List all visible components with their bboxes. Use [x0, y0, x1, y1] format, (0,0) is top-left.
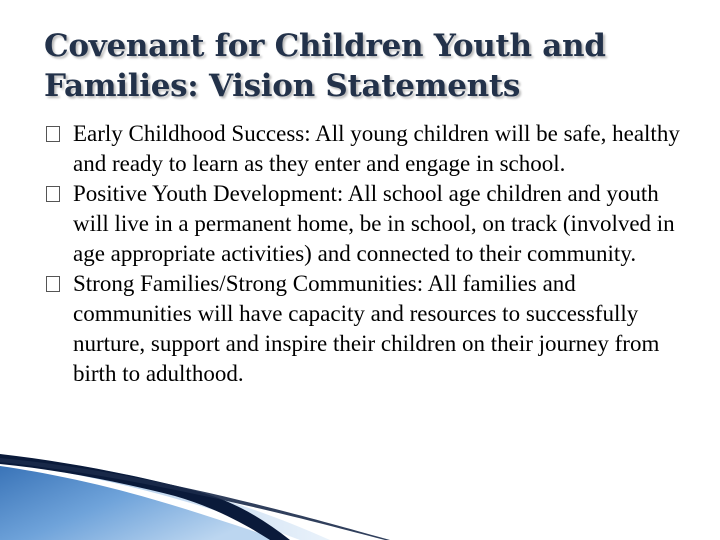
- bullet-text-strong-families: Strong Families/Strong Communities: All families and communities will have capacity and resources to successfully nurture, support and inspire their children on their journey from birth to adulthood.: [73, 271, 660, 386]
- wave-blue-band: [0, 466, 280, 540]
- wave-dark-line: [0, 458, 390, 540]
- slide-title: [44, 26, 704, 106]
- checkbox-outline-icon: [46, 276, 60, 292]
- checkbox-outline-icon: [46, 126, 60, 142]
- slide-title-line-2: Families: Vision Statements: [44, 68, 521, 104]
- bullet-text-early-childhood: Early Childhood Success: All young children will be safe, healthy and ready to learn as they enter and engage in school.: [73, 121, 680, 176]
- bullet-text-positive-youth: Positive Youth Development: All school age children and youth will live in a permanent home, be in school, on track (involved in age appropriate activities) and connected to their community.: [73, 181, 675, 266]
- checkbox-outline-icon: [46, 186, 60, 202]
- wave-dark-band: [0, 454, 290, 540]
- vision-statement-list: [44, 119, 684, 389]
- list-item: [44, 269, 684, 389]
- wave-light-band: [0, 455, 330, 540]
- list-item: [44, 119, 684, 179]
- list-item: [44, 179, 684, 269]
- slide-title-line-1: Covenant for Children Youth and: [44, 28, 606, 64]
